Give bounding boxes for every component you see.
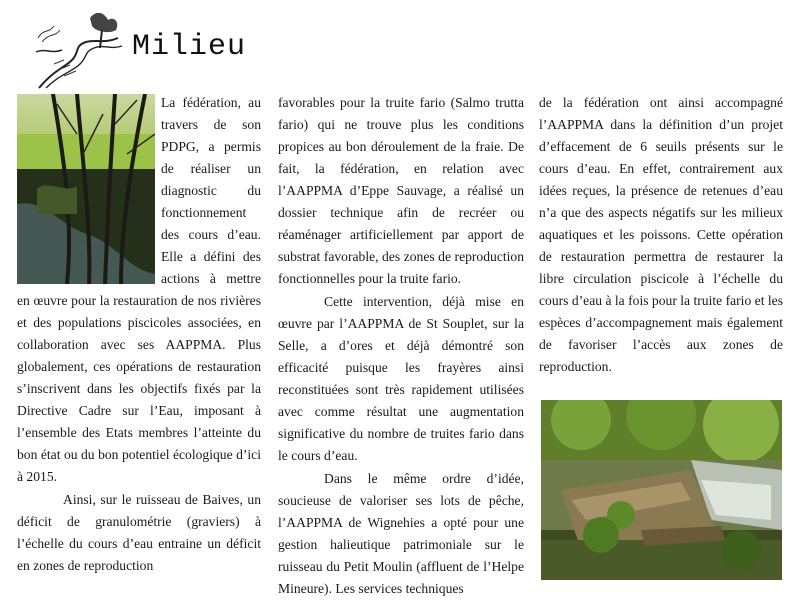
trees-by-stream-photo [17, 94, 155, 284]
paragraph: Ainsi, sur le ruisseau de Baives, un déficit de granulométrie (graviers) à l’échelle du cours d’eau entraine un déficit en zones de reproduction [17, 492, 261, 573]
paragraph: Dans le même ordre d’idée, soucieuse de valoriser ses lots de pêche, l’AAPPMA de Wignehies a opté pour une gestion halieutique patrimoniale sur le ruisseau du Petit Moulin (affluent de l’Helpe Mineure). Les services techniques [278, 471, 524, 596]
text-column-3 [539, 92, 783, 378]
river-sketch-logo [34, 8, 124, 90]
paragraph: La fédération, au travers de son PDPG, a permis de réaliser un diagnostic du fonctionnement des cours d’eau. Elle a défini des actions à mettre en œuvre pour la restauration de nos rivières et des populations piscicoles associées, en collaboration avec ses AAPPMA. Plus globalement, ces opérations de restauration s’inscrivent dans les objectifs fixés par la Directive Cadre sur l’Eau, imposant à l’ensemble des Etats membres l’atteinte du bon état ou du bon potentiel écologique d’ici à 2015. [17, 95, 261, 484]
paragraph: de la fédération ont ainsi accompagné l’AAPPMA dans la définition d’un projet d’effacement de 6 seuils présents sur le cours d’eau. En effet, contrairement aux idées reçues, la présence de retenues d’eau n’a que des aspects négatifs sur les milieux aquatiques et les poissons. Cette opération de restauration permettra de restaurer la libre circulation piscicole à l’échelle du cours d’eau à la fois pour la truite fario et les espèces d’accompagnement mais également de favoriser l’accès aux zones de reproduction. [539, 95, 783, 374]
page-title: Milieu [132, 30, 247, 64]
paragraph: Cette intervention, déjà mise en œuvre par l’AAPPMA de St Souplet, sur la Selle, a d’ores et déjà démontré son efficacité puisque les frayères ainsi reconstituées sont très rapidement utilisées avec comme résultat une augmentation significative du nombre de truites fario dans le cours d’eau. [278, 294, 524, 463]
text-column-2 [278, 92, 524, 600]
stream-weir-photo [541, 400, 782, 580]
text-column-1 [17, 92, 261, 577]
paragraph: favorables pour la truite fario (Salmo trutta fario) qui ne trouve plus les conditions propices au bon déroulement de la fraie. De fait, la fédération, en relation avec l’AAPPMA d’Eppe Sauvage, a réalisé un dossier technique afin de recréer ou réaménager artificiellement par apport de substrat favorable, des zones de reproduction fonctionnelles pour la truite fario. [278, 95, 524, 286]
